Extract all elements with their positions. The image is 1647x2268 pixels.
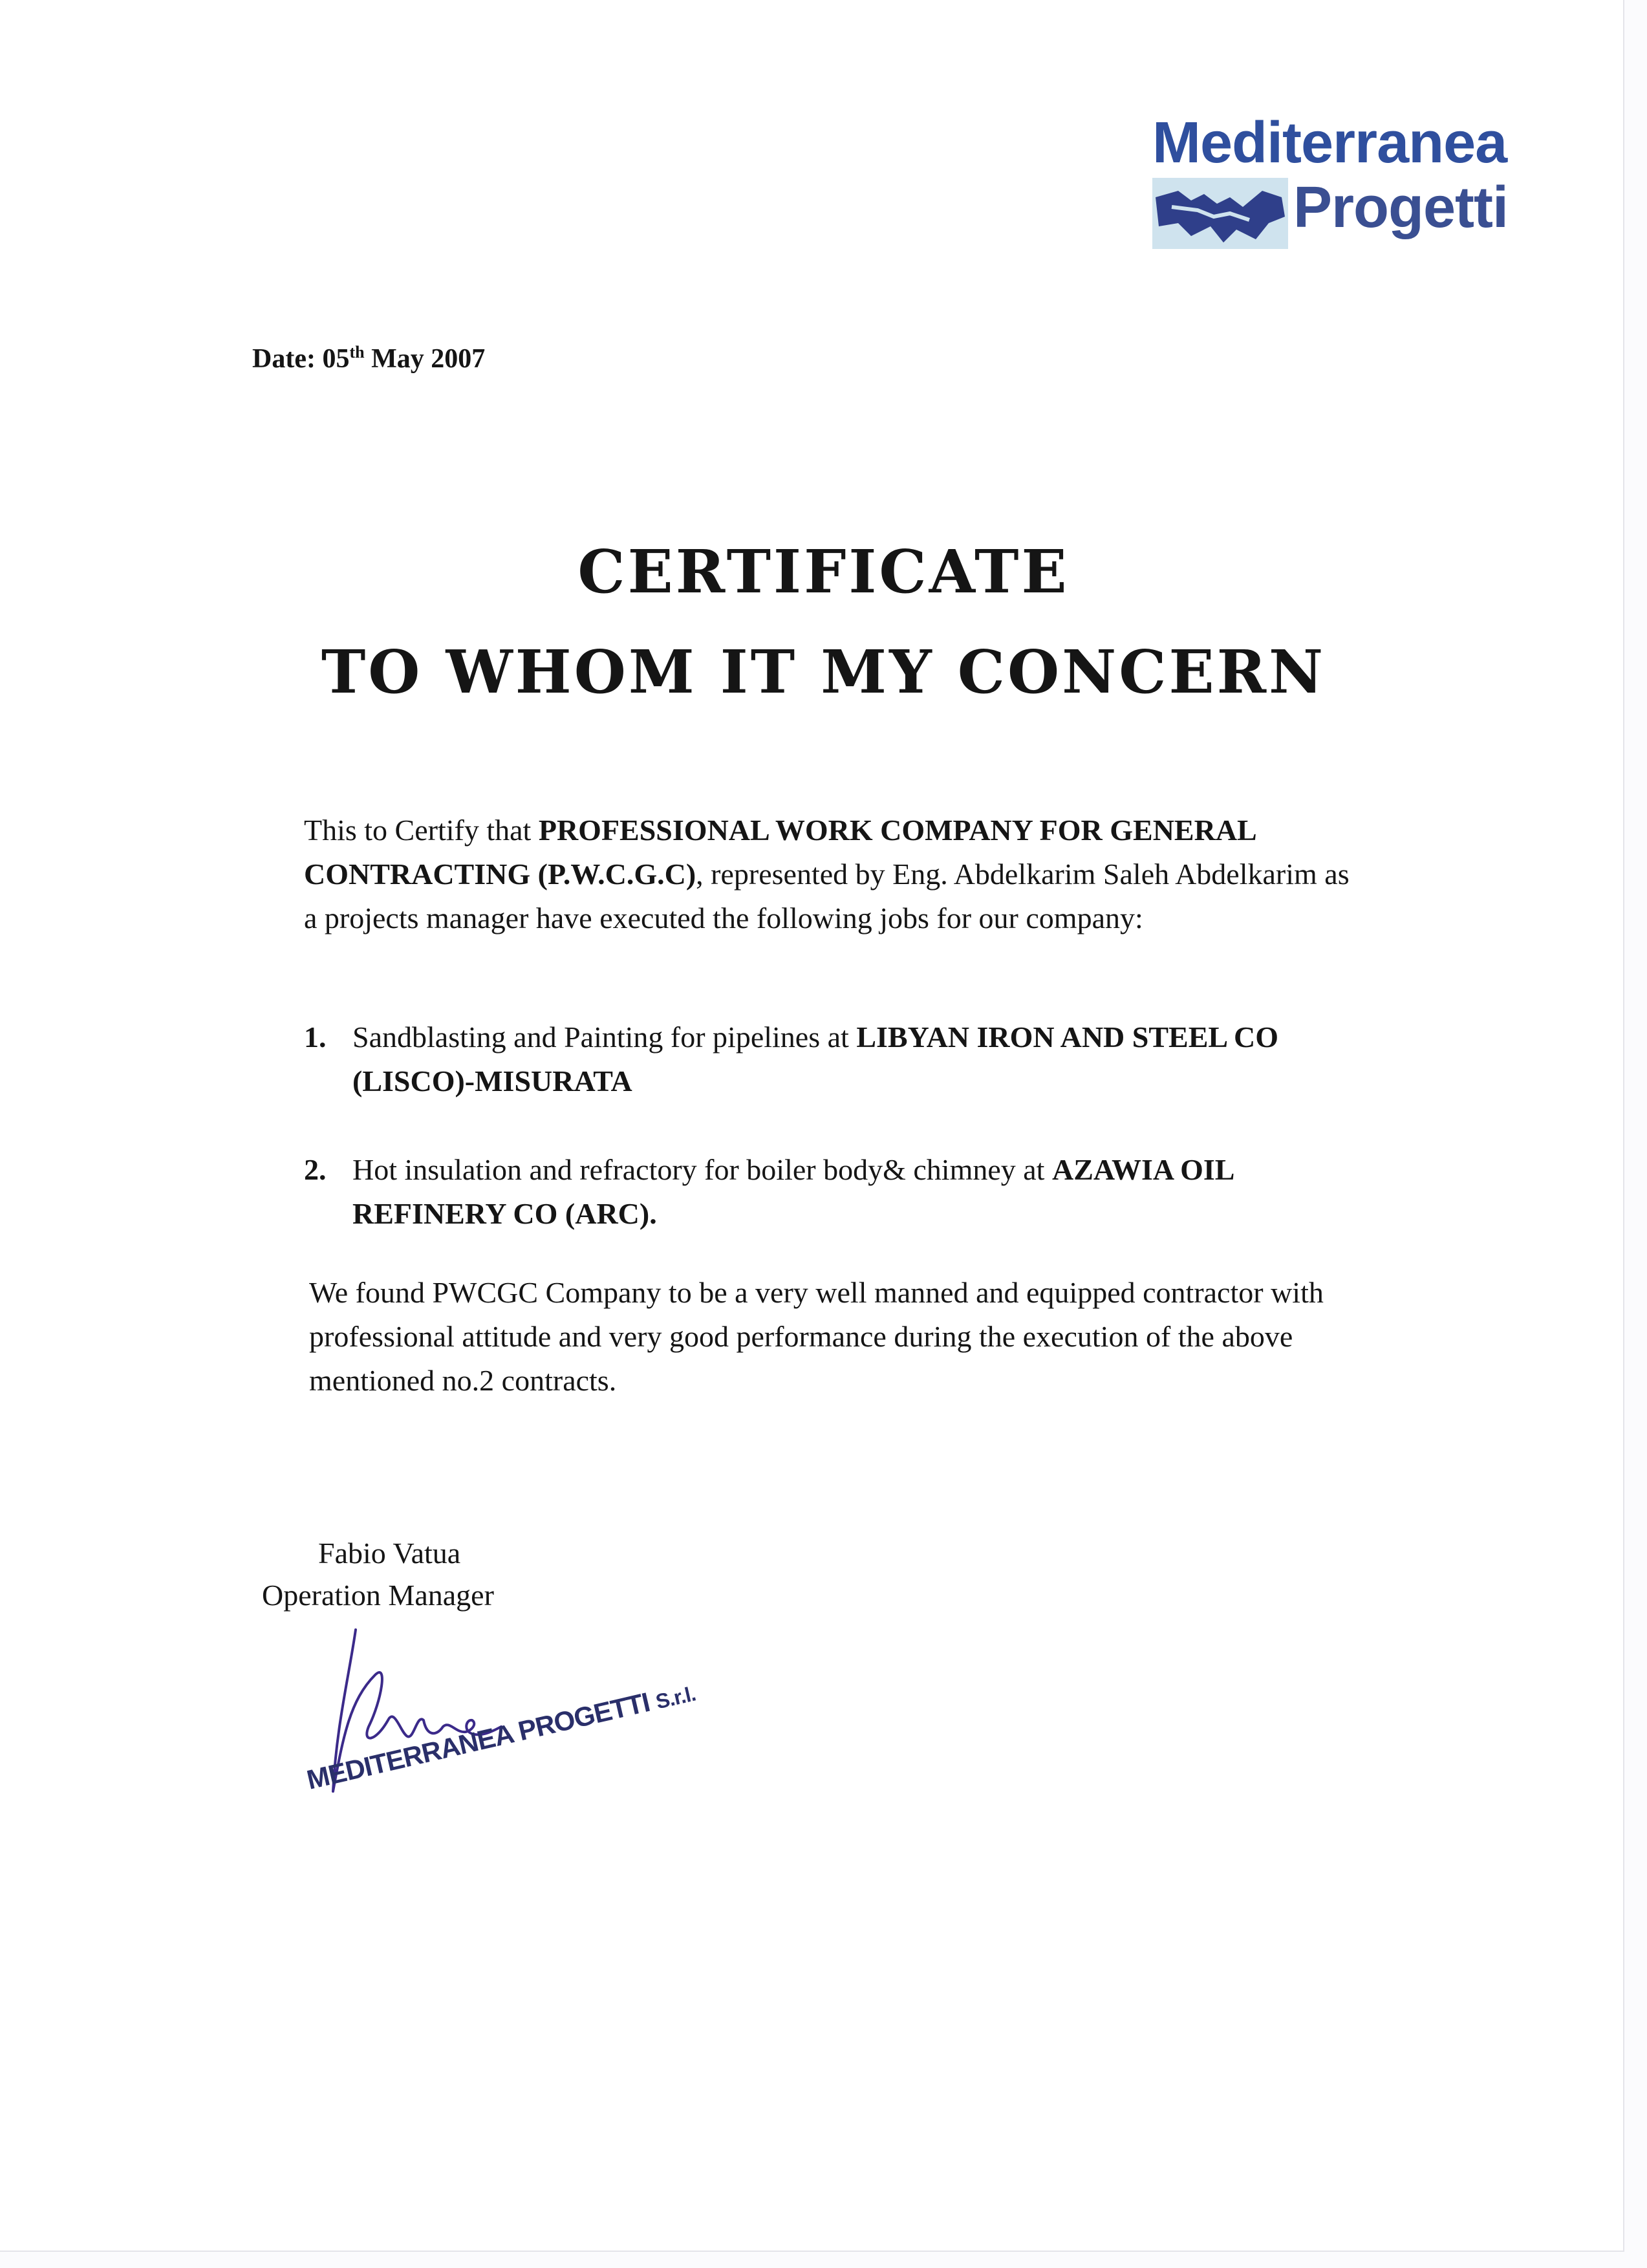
signatory-name: Fabio Vatua	[318, 1537, 461, 1570]
date-rest: May 2007	[364, 344, 486, 374]
job-text: Hot insulation and refractory for boiler body& chimney at	[352, 1153, 1052, 1186]
intro-paragraph	[304, 808, 1364, 940]
job-client: LIBYAN IRON AND STEEL CO (LISCO)-MISURATA	[352, 1021, 1279, 1097]
logo-line1: Mediterranea	[1152, 111, 1507, 175]
stamp-suffix: S.r.l.	[653, 1681, 698, 1714]
certificate-title: CERTIFICATE	[577, 537, 1070, 607]
document-date	[252, 343, 485, 374]
company-name: PROFESSIONAL WORK COMPANY FOR GENERAL CONTRACTING (P.W.C.G.C)	[304, 814, 1256, 891]
stamp-text: MEDITERRANEA PROGETTI	[304, 1687, 652, 1795]
signatory-role: Operation Manager	[262, 1579, 494, 1612]
job-item	[304, 1148, 1390, 1236]
date-suffix: th	[349, 343, 365, 362]
certificate-subtitle: TO WHOM IT MY CONCERN	[321, 637, 1326, 707]
mediterranean-map-icon	[1152, 178, 1288, 249]
intro-prefix: This to Certify that	[304, 814, 539, 847]
job-number: 2.	[304, 1153, 327, 1186]
intro-suffix: , represented by Eng. Abdelkarim Saleh Abdelkarim as a projects manager have executed the following jobs for our company:	[304, 858, 1350, 934]
job-client: AZAWIA OIL REFINERY CO (ARC).	[352, 1153, 1233, 1230]
company-logo	[1145, 110, 1533, 259]
date-day: 05	[322, 344, 350, 374]
date-label: Date:	[252, 344, 323, 374]
closing-paragraph: We found PWCGC Company to be a very well manned and equipped contractor with professional attitude and very good performance during the execution of the above mentioned no.2 contracts.	[309, 1276, 1324, 1397]
job-number: 1.	[304, 1021, 327, 1053]
job-item	[304, 1015, 1390, 1103]
logo-line2: Progetti	[1293, 175, 1509, 240]
job-text: Sandblasting and Painting for pipelines at	[352, 1021, 857, 1053]
